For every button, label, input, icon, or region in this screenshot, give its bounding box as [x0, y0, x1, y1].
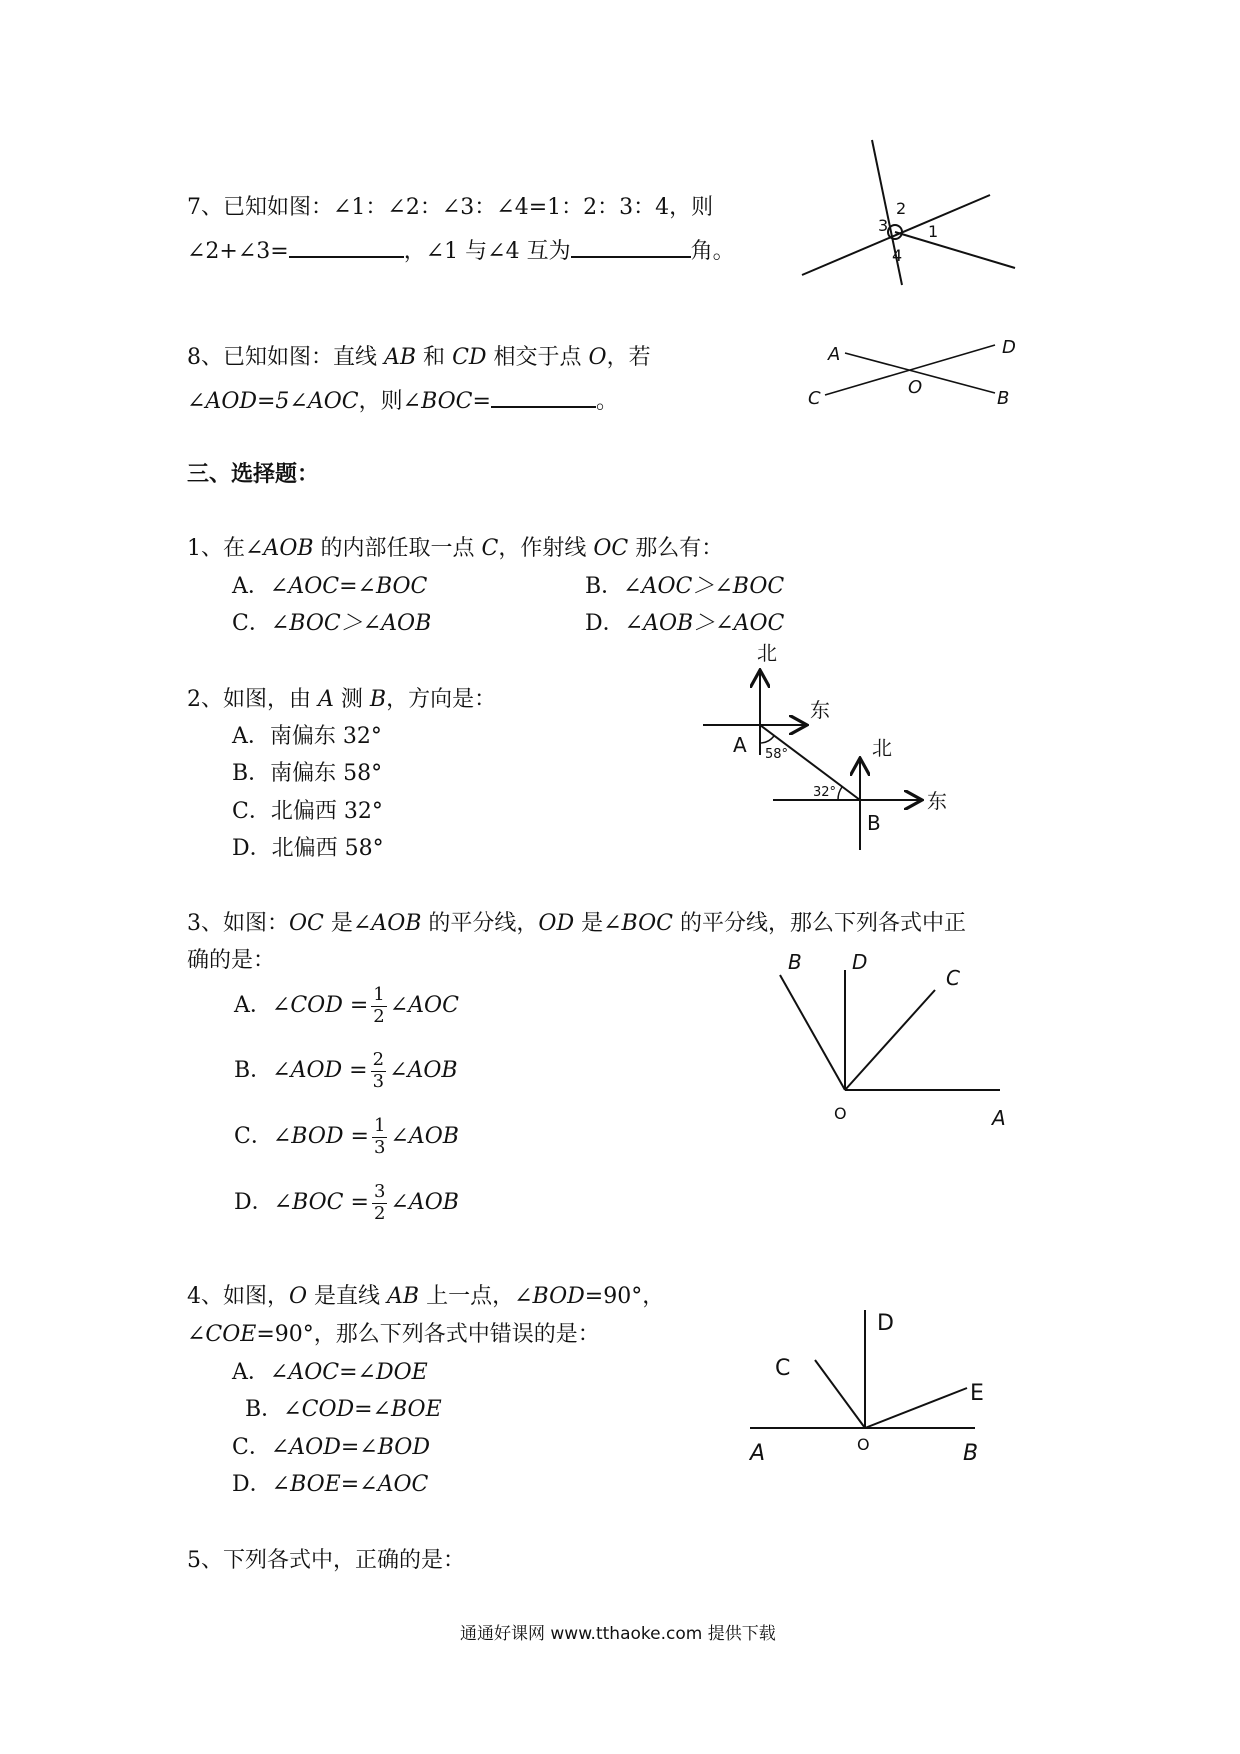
mc4-option-d[interactable]: [232, 1471, 428, 1500]
mc4-option-c[interactable]: [232, 1434, 430, 1463]
q8-line1: [187, 344, 651, 373]
fraction: [372, 1116, 387, 1158]
mc2-option-d[interactable]: D．北偏西 58°: [232, 836, 384, 861]
mc2-text: ，方向是：: [386, 687, 497, 712]
option-label: D．: [232, 1472, 272, 1497]
mc2-point-b: B: [369, 687, 387, 712]
mc3-oc: OC: [289, 911, 324, 936]
mc1-angle: ∠AOB: [245, 536, 314, 561]
option-text: ∠AOC＞∠BOC: [623, 574, 785, 599]
mc4-option-b[interactable]: [245, 1396, 442, 1425]
option-label: D．: [585, 611, 625, 636]
mc4-text: =90°，那么下列各式中错误的是：: [256, 1322, 600, 1347]
mc4-stem-line2: [187, 1321, 600, 1350]
option-rhs: ∠AOB: [390, 1189, 459, 1215]
mc3-label-b: B: [788, 950, 802, 974]
mc1-point-c: C: [481, 536, 499, 561]
mc3-boc: ∠BOC: [603, 911, 673, 936]
mc2-option-c[interactable]: C．北偏西 32°: [232, 799, 383, 824]
mc4-ray-oc: [815, 1360, 865, 1428]
option-lhs: ∠BOD =: [272, 1123, 369, 1149]
mc2-label-east-a: 东: [810, 698, 830, 722]
mc4-text: 是直线: [307, 1284, 388, 1309]
mc4-option-a[interactable]: [232, 1359, 428, 1388]
mc4-label-e: E: [970, 1381, 984, 1406]
mc4-coe: ∠COE: [187, 1322, 257, 1347]
q8-aod-eq: ∠AOD=5∠AOC: [187, 389, 359, 414]
option-text: ∠AOB＞∠AOC: [624, 611, 785, 636]
fraction-numerator: 1: [373, 1115, 386, 1136]
q7-line-c: [895, 232, 1015, 268]
mc2-option-a[interactable]: A．南偏东 32°: [232, 724, 382, 749]
mc1-option-c[interactable]: [232, 610, 431, 639]
option-label: B．: [245, 1397, 284, 1422]
q7-figure: [800, 150, 1020, 280]
mc4-text: 4、如图，: [187, 1284, 289, 1309]
q8-label-o: O: [908, 377, 923, 398]
fraction-numerator: 1: [373, 984, 385, 1005]
option-rhs: ∠AOB: [390, 1123, 459, 1149]
mc2-figure: [695, 640, 965, 855]
mc1-option-d[interactable]: [585, 610, 784, 639]
option-text: ∠BOE=∠AOC: [271, 1472, 429, 1497]
option-label: C．: [232, 611, 271, 636]
mc4-stem: [187, 1283, 664, 1312]
q8-text: 相交于点: [486, 345, 589, 370]
q7-label-3: 3: [878, 216, 889, 235]
mc3-text: 3、如图：: [187, 911, 289, 936]
mc4-text: =90°，: [584, 1284, 665, 1309]
mc4-figure: [745, 1300, 1015, 1470]
mc2-label-a: A: [733, 733, 747, 757]
q8-text: ，则: [358, 389, 403, 414]
fraction: [371, 1050, 386, 1092]
mc4-line-ab: AB: [387, 1284, 420, 1309]
mc1-text: 的内部任取一点: [313, 536, 482, 561]
q7-label-4: 4: [892, 246, 903, 265]
q8-boc-eq: ∠BOC=: [402, 389, 491, 414]
option-label: D．: [234, 1189, 274, 1215]
option-text: ∠COD=∠BOE: [283, 1397, 442, 1422]
option-lhs: ∠AOD =: [272, 1057, 368, 1083]
mc4-ray-oe: [865, 1388, 967, 1428]
mc2-text: 2、如图，由: [187, 687, 318, 712]
q8-ab: AB: [384, 345, 417, 370]
fraction-denominator: 2: [373, 1005, 385, 1027]
mc3-figure: [770, 945, 1020, 1135]
fraction-denominator: 2: [373, 1202, 386, 1224]
mc3-aob: ∠AOB: [352, 911, 422, 936]
mc2-label-north-b: 北: [872, 736, 892, 760]
option-lhs: ∠BOC =: [273, 1189, 369, 1215]
option-label: A．: [232, 574, 270, 599]
mc1-option-b[interactable]: [585, 573, 784, 602]
page-footer: 通通好课网 www.tthaoke.com 提供下载: [460, 1624, 776, 1644]
mc3-text: 的平分线，那么下列各式中正: [672, 911, 966, 936]
mc3-ray-oc: [845, 990, 935, 1090]
mc2-label-32: 32°: [813, 785, 837, 800]
mc3-text: 的平分线，: [421, 911, 539, 936]
fraction-denominator: 3: [372, 1070, 385, 1092]
q8-cd: CD: [452, 345, 487, 370]
q8-figure: [800, 330, 1030, 410]
mc2-option-b[interactable]: B．南偏东 58°: [232, 761, 383, 786]
q8-line2: [187, 384, 618, 417]
q8-o: O: [588, 345, 607, 370]
q7-blank-1[interactable]: [289, 234, 404, 258]
option-rhs: ∠AOC: [389, 992, 459, 1018]
mc2-label-north-a: 北: [757, 641, 777, 665]
fraction-numerator: 2: [372, 1049, 385, 1070]
q7-blank-2[interactable]: [571, 234, 691, 258]
q8-blank[interactable]: [491, 384, 596, 408]
mc3-label-a: A: [992, 1106, 1006, 1130]
q8-text: 。: [595, 389, 618, 414]
q8-label-d: D: [1002, 337, 1016, 358]
option-label: B．: [234, 1057, 273, 1083]
option-text: ∠BOC＞∠AOB: [270, 611, 432, 636]
q8-label-c: C: [808, 388, 821, 409]
mc5-stem: 5、下列各式中，正确的是：: [187, 1548, 465, 1573]
mc2-label-58: 58°: [765, 747, 789, 762]
mc3-option-b[interactable]: [234, 1050, 458, 1092]
mc4-label-d: D: [877, 1311, 894, 1336]
fraction-denominator: 3: [373, 1136, 386, 1158]
q8-text: 和: [416, 345, 453, 370]
fraction: [372, 1182, 387, 1224]
option-label: B．: [585, 574, 624, 599]
q8-text: 8、已知如图：直线: [187, 345, 384, 370]
fraction-numerator: 3: [373, 1181, 386, 1202]
mc2-text: 测: [333, 687, 370, 712]
q7-text-2c: 角。: [690, 239, 735, 264]
q8-label-a: A: [828, 344, 841, 365]
mc3-text: 是: [574, 911, 604, 936]
mc3-stem-line2: 确的是：: [187, 948, 276, 973]
mc3-label-d: D: [852, 950, 868, 974]
option-text: ∠AOC=∠BOC: [269, 574, 428, 599]
mc1-text: 1、在: [187, 536, 245, 561]
mc3-stem: [187, 910, 966, 939]
q7-text-2a: ∠2+∠3=: [187, 239, 289, 264]
mc2-arc-32: [838, 787, 842, 800]
mc4-label-a: A: [750, 1441, 766, 1466]
mc3-ray-ob: [780, 975, 845, 1090]
q7-label-2: 2: [896, 199, 907, 218]
option-text: ∠AOD=∠BOD: [270, 1435, 430, 1460]
q8-label-b: B: [997, 388, 1010, 409]
mc2-label-east-b: 东: [927, 789, 947, 813]
q8-text: ，若: [606, 345, 651, 370]
q7-text-2b: ，∠1 与∠4 互为: [403, 239, 571, 264]
mc2-arc-58: [760, 736, 774, 743]
q7-line2: [187, 234, 735, 267]
mc2-stem: [187, 686, 496, 715]
mc2-point-a: A: [318, 687, 334, 712]
mc3-label-o: O: [834, 1104, 847, 1123]
mc1-option-a[interactable]: [232, 573, 427, 602]
mc3-option-a[interactable]: [234, 985, 459, 1027]
q7-line1: [187, 194, 713, 223]
mc3-od: OD: [538, 911, 575, 936]
mc4-bod: ∠BOD: [514, 1284, 585, 1309]
mc4-label-o: O: [857, 1435, 870, 1454]
section3-title: 三、选择题：: [187, 461, 320, 487]
mc4-label-b: B: [963, 1441, 979, 1466]
mc3-option-c[interactable]: [234, 1116, 459, 1158]
mc3-option-d[interactable]: [234, 1182, 459, 1224]
mc1-text: ，作射线: [498, 536, 594, 561]
option-lhs: ∠COD =: [271, 992, 369, 1018]
option-label: C．: [232, 1435, 271, 1460]
mc1-stem: [187, 535, 723, 564]
option-label: C．: [234, 1123, 273, 1149]
mc2-label-b: B: [867, 811, 881, 835]
option-label: A．: [234, 992, 272, 1018]
mc4-text: 上一点，: [419, 1284, 515, 1309]
mc3-text: 是: [323, 911, 353, 936]
fraction: [371, 985, 386, 1027]
mc1-ray: OC: [593, 536, 629, 561]
mc1-text: 那么有：: [628, 536, 724, 561]
q7-label-1: 1: [928, 222, 939, 241]
mc4-point-o: O: [289, 1284, 308, 1309]
option-rhs: ∠AOB: [389, 1057, 458, 1083]
q7-text-1: 7、已知如图：∠1：∠2：∠3：∠4=1：2：3：4，则: [187, 195, 714, 220]
mc2-ab-line: [760, 725, 860, 800]
mc3-label-c: C: [946, 966, 960, 990]
option-label: A．: [232, 1360, 270, 1385]
option-text: ∠AOC=∠DOE: [269, 1360, 428, 1385]
mc4-label-c: C: [775, 1356, 791, 1381]
